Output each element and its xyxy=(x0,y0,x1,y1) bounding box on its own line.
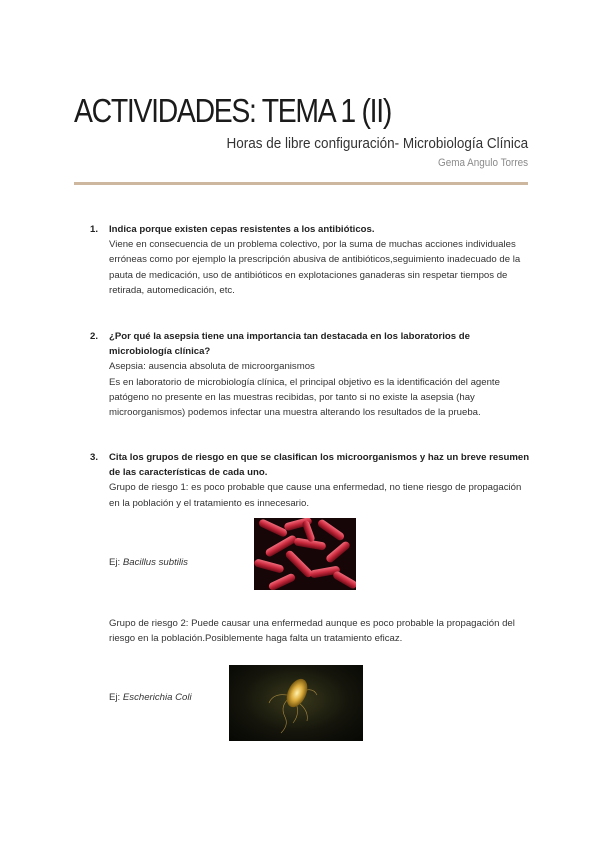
answer-text: Viene en consecuencia de un problema colectivo, por la suma de muchas acciones individuales erróneas como por ejemplo la prescripción abusiva de antibióticos,seguimiento inadecuado de la pauta de medicación, uso de antibióticos en explotaciones ganaderas sin respetar tiempos de retirada, automedicación, etc. xyxy=(109,239,521,296)
example-1 xyxy=(109,557,188,568)
example-prefix: Ej: xyxy=(109,557,123,568)
example-2 xyxy=(109,692,192,703)
answer-text: Asepsia: ausencia absoluta de microorganismos xyxy=(109,361,315,373)
question-number: 3. xyxy=(90,452,99,463)
question-3 xyxy=(90,450,530,511)
header-divider xyxy=(74,182,528,185)
answer-text: Es en laboratorio de microbiología clínica, el principal objetivo es la identificación del agente patógeno no presente en las muestras recibidas, por tanto si no existe la asepsia (hay microorganismos) podemos infectar una muestra alterando los resultados de la prueba. xyxy=(109,376,500,419)
question-number: 1. xyxy=(90,224,99,235)
risk-group-2-text: Grupo de riesgo 2: Puede causar una enfermedad aunque es poco probable la propagación del riesgo en la población.Posiblemente haga falta un tratamiento eficaz. xyxy=(109,618,515,645)
risk-group-2 xyxy=(90,616,530,646)
risk-group-1-text: Grupo de riesgo 1: es poco probable que cause una enfermedad, no tiene riesgo de propagación en la población y el tratamiento es innecesario. xyxy=(109,482,522,509)
document-subtitle: Horas de libre configuración- Microbiología Clínica xyxy=(226,135,528,152)
document-title: ACTIVIDADES: TEMA 1 (II) xyxy=(74,92,392,129)
question-2 xyxy=(90,329,530,420)
question-number: 2. xyxy=(90,331,99,342)
example-organism: Escherichia Coli xyxy=(122,692,192,703)
question-1 xyxy=(90,222,530,298)
ecoli-micrograph-image xyxy=(229,665,363,741)
question-title: Indica porque existen cepas resistentes a los antibióticos. xyxy=(109,224,375,235)
question-title: Cita los grupos de riesgo en que se clasifican los microorganismos y haz un breve resumen de las características de cada uno. xyxy=(109,452,530,479)
example-organism: Bacillus subtilis xyxy=(122,557,188,568)
author-name: Gema Angulo Torres xyxy=(437,157,528,169)
example-prefix: Ej: xyxy=(109,692,123,703)
question-title: ¿Por qué la asepsia tiene una importancia tan destacada en los laboratorios de microbiología clínica? xyxy=(109,331,470,358)
bacillus-micrograph-image xyxy=(254,518,356,590)
